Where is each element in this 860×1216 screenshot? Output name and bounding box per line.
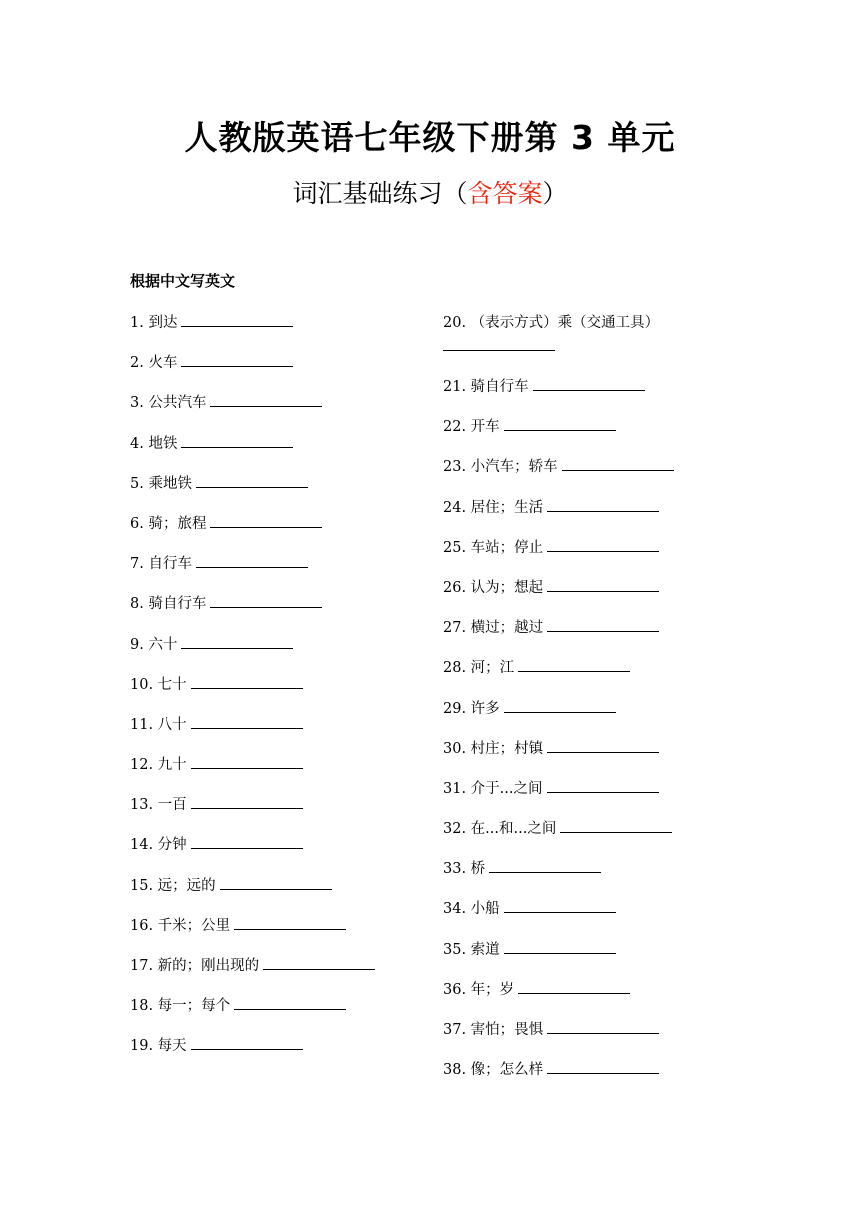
item-prompt: 7. 自行车	[130, 556, 192, 573]
answer-blank[interactable]	[191, 794, 303, 809]
answer-blank[interactable]	[181, 312, 293, 327]
list-item	[130, 634, 420, 674]
list-item	[443, 537, 743, 577]
answer-blank[interactable]	[547, 1019, 659, 1034]
item-prompt: 5. 乘地铁	[130, 475, 192, 492]
answer-blank[interactable]	[196, 553, 308, 568]
answer-blank[interactable]	[181, 352, 293, 367]
answer-blank[interactable]	[518, 657, 630, 672]
list-item	[443, 657, 743, 697]
answer-blank[interactable]	[533, 376, 645, 391]
answer-blank[interactable]	[191, 674, 303, 689]
answer-blank[interactable]	[210, 513, 322, 528]
item-prompt: 26. 认为；想起	[443, 579, 544, 596]
answer-blank[interactable]	[562, 456, 674, 471]
list-item	[443, 497, 743, 537]
item-prompt: 15. 远；远的	[130, 877, 216, 894]
item-prompt: 18. 每一；每个	[130, 998, 231, 1015]
list-item	[130, 1035, 420, 1075]
list-item	[443, 617, 743, 657]
item-prompt: 12. 九十	[130, 757, 187, 774]
list-item	[130, 553, 420, 593]
list-item	[130, 473, 420, 513]
answer-blank[interactable]	[504, 416, 616, 431]
list-item	[130, 995, 420, 1035]
list-item	[130, 915, 420, 955]
list-item	[130, 392, 420, 432]
answer-blank[interactable]	[504, 698, 616, 713]
item-prompt: 35. 索道	[443, 941, 500, 958]
list-item	[130, 714, 420, 754]
answer-blank[interactable]	[547, 497, 659, 512]
item-prompt: 30. 村庄；村镇	[443, 740, 544, 757]
list-item	[130, 955, 420, 995]
answer-blank[interactable]	[443, 336, 555, 351]
item-prompt: 13. 一百	[130, 797, 187, 814]
item-prompt: 14. 分钟	[130, 837, 187, 854]
answer-blank[interactable]	[234, 915, 346, 930]
section-title: 根据中文写英文	[130, 272, 236, 290]
answer-blank[interactable]	[547, 1059, 659, 1074]
answer-blank[interactable]	[504, 898, 616, 913]
answer-blank[interactable]	[210, 392, 322, 407]
list-item	[443, 898, 743, 938]
answer-blank[interactable]	[210, 593, 322, 608]
answer-blank[interactable]	[196, 473, 308, 488]
list-item	[443, 858, 743, 898]
item-prompt: 17. 新的；刚出现的	[130, 958, 260, 974]
left-column	[130, 312, 420, 1076]
list-item	[130, 312, 420, 352]
list-item	[130, 674, 420, 714]
item-prompt: 11. 八十	[130, 716, 187, 733]
answer-blank[interactable]	[181, 634, 293, 649]
list-item	[443, 1019, 743, 1059]
list-item	[443, 738, 743, 778]
list-item	[130, 834, 420, 874]
item-prompt: 25. 车站；停止	[443, 539, 544, 556]
item-prompt: 10. 七十	[130, 676, 187, 693]
item-prompt: 6. 骑；旅程	[130, 515, 207, 532]
item-prompt: 2. 火车	[130, 355, 178, 372]
list-item	[443, 456, 743, 496]
subtitle-suffix: ）	[542, 179, 568, 208]
item-prompt: 27. 横过；越过	[443, 620, 544, 637]
answer-blank[interactable]	[547, 738, 659, 753]
item-prompt: 33. 桥	[443, 861, 486, 878]
list-item	[443, 939, 743, 979]
item-prompt: 29. 许多	[443, 700, 500, 717]
answer-blank[interactable]	[547, 577, 659, 592]
answer-blank[interactable]	[191, 714, 303, 729]
item-prompt: 19. 每天	[130, 1038, 187, 1055]
list-item	[443, 1059, 743, 1099]
answer-blank[interactable]	[518, 979, 630, 994]
item-prompt: 21. 骑自行车	[443, 379, 529, 395]
item-prompt: 1. 到达	[130, 315, 178, 331]
answer-blank[interactable]	[191, 834, 303, 849]
list-item	[443, 698, 743, 738]
list-item	[130, 875, 420, 915]
list-item	[443, 778, 743, 818]
answer-blank[interactable]	[504, 939, 616, 954]
item-prompt: 22. 开车	[443, 419, 500, 436]
item-prompt: 34. 小船	[443, 901, 500, 918]
answer-blank[interactable]	[181, 433, 293, 448]
list-item	[443, 818, 743, 858]
subtitle-prefix: 词汇基础练习（	[292, 179, 468, 208]
item-prompt: 31. 介于...之间	[443, 780, 543, 797]
item-prompt: 16. 千米；公里	[130, 917, 231, 934]
list-item	[130, 593, 420, 633]
answer-blank[interactable]	[191, 754, 303, 769]
item-prompt: 28. 河；江	[443, 660, 515, 677]
list-item	[130, 754, 420, 794]
right-column	[443, 312, 743, 1099]
item-prompt: 37. 害怕；畏惧	[443, 1022, 544, 1038]
page-title: 人教版英语七年级下册第 3 单元	[184, 118, 676, 157]
item-prompt: 32. 在...和...之间	[443, 821, 557, 838]
answer-blank[interactable]	[547, 617, 659, 632]
item-prompt: 3. 公共汽车	[130, 395, 207, 412]
item-prompt: 9. 六十	[130, 636, 178, 653]
item-prompt: 23. 小汽车；轿车	[443, 459, 558, 476]
page-subtitle	[0, 174, 860, 210]
list-item	[443, 376, 743, 416]
answer-blank[interactable]	[489, 858, 601, 873]
list-item	[130, 433, 420, 473]
item-prompt: 4. 地铁	[130, 435, 178, 452]
item-prompt: 36. 年；岁	[443, 981, 515, 998]
list-item	[130, 513, 420, 553]
answer-blank[interactable]	[220, 875, 332, 890]
answer-blank[interactable]	[263, 955, 375, 970]
list-item	[443, 979, 743, 1019]
answer-blank[interactable]	[191, 1035, 303, 1050]
list-item	[130, 352, 420, 392]
list-item	[443, 312, 743, 358]
answer-blank[interactable]	[547, 778, 659, 793]
list-item	[443, 416, 743, 456]
list-item	[443, 577, 743, 617]
list-item	[130, 794, 420, 834]
subtitle-highlight: 含答案	[467, 179, 543, 208]
answer-blank[interactable]	[560, 818, 672, 833]
answer-blank[interactable]	[234, 995, 346, 1010]
answer-blank[interactable]	[547, 537, 659, 552]
item-prompt: 8. 骑自行车	[130, 596, 207, 613]
item-prompt: 20. （表示方式）乘（交通工具）	[443, 315, 660, 331]
item-prompt: 38. 像；怎么样	[443, 1062, 544, 1079]
item-prompt: 24. 居住；生活	[443, 499, 544, 516]
